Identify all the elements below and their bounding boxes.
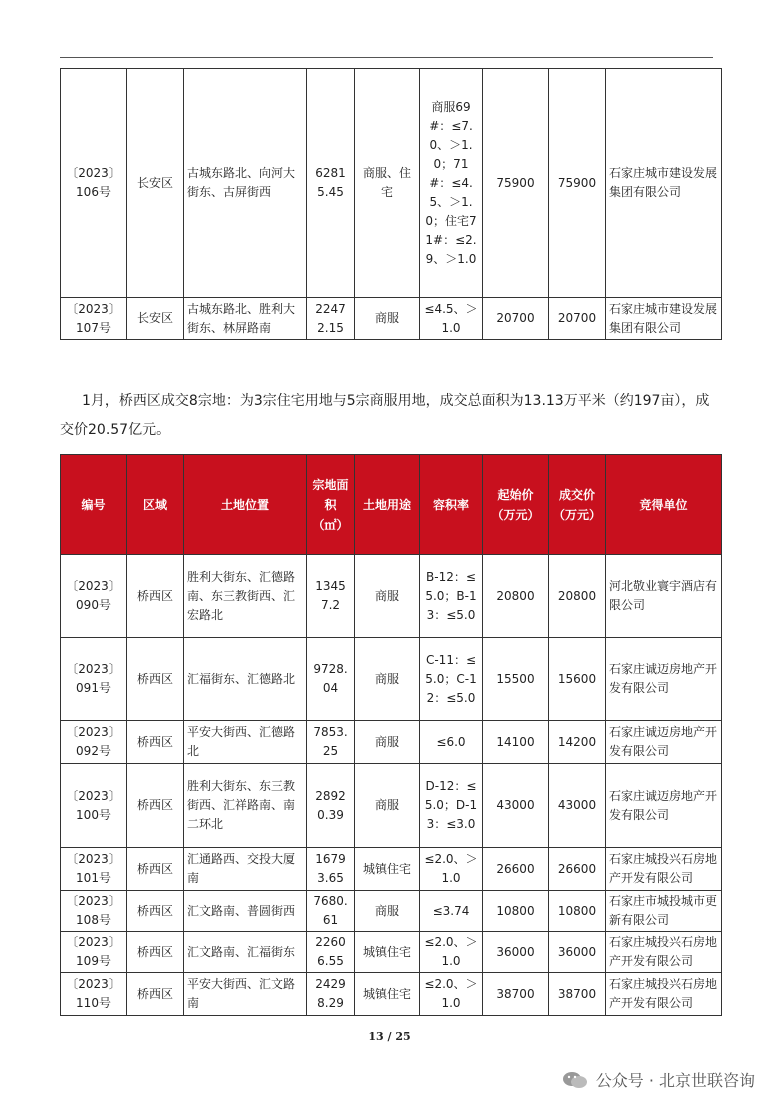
table-row (61, 932, 722, 973)
cell-use: 商服 (355, 891, 420, 932)
cell-deal: 10800 (549, 891, 606, 932)
cell-no: 〔2023〕106号 (61, 69, 127, 298)
cell-deal: 43000 (549, 764, 606, 848)
cell-area: 桥西区 (127, 764, 184, 848)
cell-size: 9728.04 (307, 638, 355, 721)
table-row (61, 298, 722, 340)
header-winner: 竞得单位 (606, 455, 722, 555)
header-rule (60, 57, 713, 58)
header-location: 土地位置 (184, 455, 307, 555)
cell-use: 城镇住宅 (355, 932, 420, 973)
header-start: 起始价（万元） (483, 455, 549, 555)
cell-winner: 石家庄城市建设发展集团有限公司 (606, 298, 722, 340)
cell-deal: 20800 (549, 555, 606, 638)
cell-deal: 14200 (549, 721, 606, 764)
land-table-bottom (60, 454, 722, 1016)
table-row (61, 638, 722, 721)
cell-size: 16793.65 (307, 848, 355, 891)
cell-far: ≤4.5、＞1.0 (420, 298, 483, 340)
cell-size: 62815.45 (307, 69, 355, 298)
cell-no: 〔2023〕090号 (61, 555, 127, 638)
table-header-row (61, 455, 722, 555)
cell-no: 〔2023〕100号 (61, 764, 127, 848)
cell-use: 商服、住宅 (355, 69, 420, 298)
cell-start: 10800 (483, 891, 549, 932)
cell-far: ≤3.74 (420, 891, 483, 932)
cell-no: 〔2023〕108号 (61, 891, 127, 932)
cell-area: 桥西区 (127, 721, 184, 764)
table-row (61, 891, 722, 932)
cell-start: 20800 (483, 555, 549, 638)
cell-deal: 36000 (549, 932, 606, 973)
cell-area: 桥西区 (127, 973, 184, 1016)
cell-area: 桥西区 (127, 555, 184, 638)
cell-winner: 河北敬业寰宇酒店有限公司 (606, 555, 722, 638)
header-deal: 成交价（万元） (549, 455, 606, 555)
cell-deal: 15600 (549, 638, 606, 721)
cell-size: 28920.39 (307, 764, 355, 848)
cell-no: 〔2023〕092号 (61, 721, 127, 764)
cell-location: 胜利大街东、汇德路南、东三教街西、汇宏路北 (184, 555, 307, 638)
header-area: 区域 (127, 455, 184, 555)
cell-winner: 石家庄市城投城市更新有限公司 (606, 891, 722, 932)
cell-size: 7853.25 (307, 721, 355, 764)
cell-winner: 石家庄城投兴石房地产开发有限公司 (606, 848, 722, 891)
cell-location: 汇文路南、普圆街西 (184, 891, 307, 932)
cell-start: 26600 (483, 848, 549, 891)
cell-far: C-11：≤5.0；C-12：≤5.0 (420, 638, 483, 721)
page-number: 13 / 25 (368, 1030, 411, 1043)
header-size: 宗地面积（㎡） (307, 455, 355, 555)
cell-area: 桥西区 (127, 848, 184, 891)
cell-size: 13457.2 (307, 555, 355, 638)
cell-area: 长安区 (127, 298, 184, 340)
cell-use: 商服 (355, 638, 420, 721)
cell-start: 36000 (483, 932, 549, 973)
cell-no: 〔2023〕109号 (61, 932, 127, 973)
table-row (61, 555, 722, 638)
header-use: 土地用途 (355, 455, 420, 555)
summary-paragraph: 1月，桥西区成交8宗地：为3宗住宅用地与5宗商服用地，成交总面积为13.13万平米（约197亩），成交价20.57亿元。 (60, 393, 710, 438)
cell-size: 22606.55 (307, 932, 355, 973)
cell-use: 商服 (355, 298, 420, 340)
cell-area: 桥西区 (127, 638, 184, 721)
cell-winner: 石家庄城市建设发展集团有限公司 (606, 69, 722, 298)
cell-location: 平安大街西、汇文路南 (184, 973, 307, 1016)
cell-area: 长安区 (127, 69, 184, 298)
cell-start: 38700 (483, 973, 549, 1016)
table-row (61, 69, 722, 298)
cell-start: 20700 (483, 298, 549, 340)
cell-deal: 38700 (549, 973, 606, 1016)
cell-far: ≤6.0 (420, 721, 483, 764)
header-far: 容积率 (420, 455, 483, 555)
cell-deal: 75900 (549, 69, 606, 298)
cell-winner: 石家庄诚迈房地产开发有限公司 (606, 721, 722, 764)
cell-size: 22472.15 (307, 298, 355, 340)
header-no: 编号 (61, 455, 127, 555)
cell-deal: 20700 (549, 298, 606, 340)
cell-far: 商服69#：≤7.0、＞1.0；71#：≤4.5、＞1.0；住宅71#：≤2.9、＞1.0 (420, 69, 483, 298)
cell-no: 〔2023〕101号 (61, 848, 127, 891)
cell-location: 汇通路西、交投大厦南 (184, 848, 307, 891)
cell-winner: 石家庄城投兴石房地产开发有限公司 (606, 932, 722, 973)
cell-far: ≤2.0、＞1.0 (420, 973, 483, 1016)
wechat-icon (562, 1071, 588, 1089)
cell-size: 24298.29 (307, 973, 355, 1016)
cell-location: 古城东路北、胜利大街东、林屏路南 (184, 298, 307, 340)
cell-no: 〔2023〕091号 (61, 638, 127, 721)
cell-use: 城镇住宅 (355, 973, 420, 1016)
cell-start: 75900 (483, 69, 549, 298)
cell-winner: 石家庄城投兴石房地产开发有限公司 (606, 973, 722, 1016)
cell-winner: 石家庄诚迈房地产开发有限公司 (606, 764, 722, 848)
footer-watermark (562, 1068, 755, 1091)
cell-area: 桥西区 (127, 891, 184, 932)
cell-use: 商服 (355, 764, 420, 848)
cell-far: ≤2.0、＞1.0 (420, 932, 483, 973)
cell-far: B-12：≤5.0；B-13：≤5.0 (420, 555, 483, 638)
table-row (61, 848, 722, 891)
cell-use: 城镇住宅 (355, 848, 420, 891)
footer-text: 公众号 · 北京世联咨询 (595, 1071, 755, 1090)
cell-use: 商服 (355, 555, 420, 638)
cell-location: 古城东路北、向河大街东、古屏街西 (184, 69, 307, 298)
cell-winner: 石家庄诚迈房地产开发有限公司 (606, 638, 722, 721)
cell-location: 胜利大街东、东三教街西、汇祥路南、南二环北 (184, 764, 307, 848)
cell-deal: 26600 (549, 848, 606, 891)
cell-start: 43000 (483, 764, 549, 848)
cell-area: 桥西区 (127, 932, 184, 973)
cell-start: 15500 (483, 638, 549, 721)
cell-far: ≤2.0、＞1.0 (420, 848, 483, 891)
table-row (61, 764, 722, 848)
cell-start: 14100 (483, 721, 549, 764)
table-row (61, 721, 722, 764)
cell-size: 7680.61 (307, 891, 355, 932)
cell-far: D-12：≤5.0；D-13：≤3.0 (420, 764, 483, 848)
land-table-top (60, 68, 722, 340)
cell-no: 〔2023〕110号 (61, 973, 127, 1016)
cell-no: 〔2023〕107号 (61, 298, 127, 340)
cell-location: 平安大街西、汇德路北 (184, 721, 307, 764)
cell-location: 汇文路南、汇福街东 (184, 932, 307, 973)
cell-location: 汇福街东、汇德路北 (184, 638, 307, 721)
table-row (61, 973, 722, 1016)
cell-use: 商服 (355, 721, 420, 764)
